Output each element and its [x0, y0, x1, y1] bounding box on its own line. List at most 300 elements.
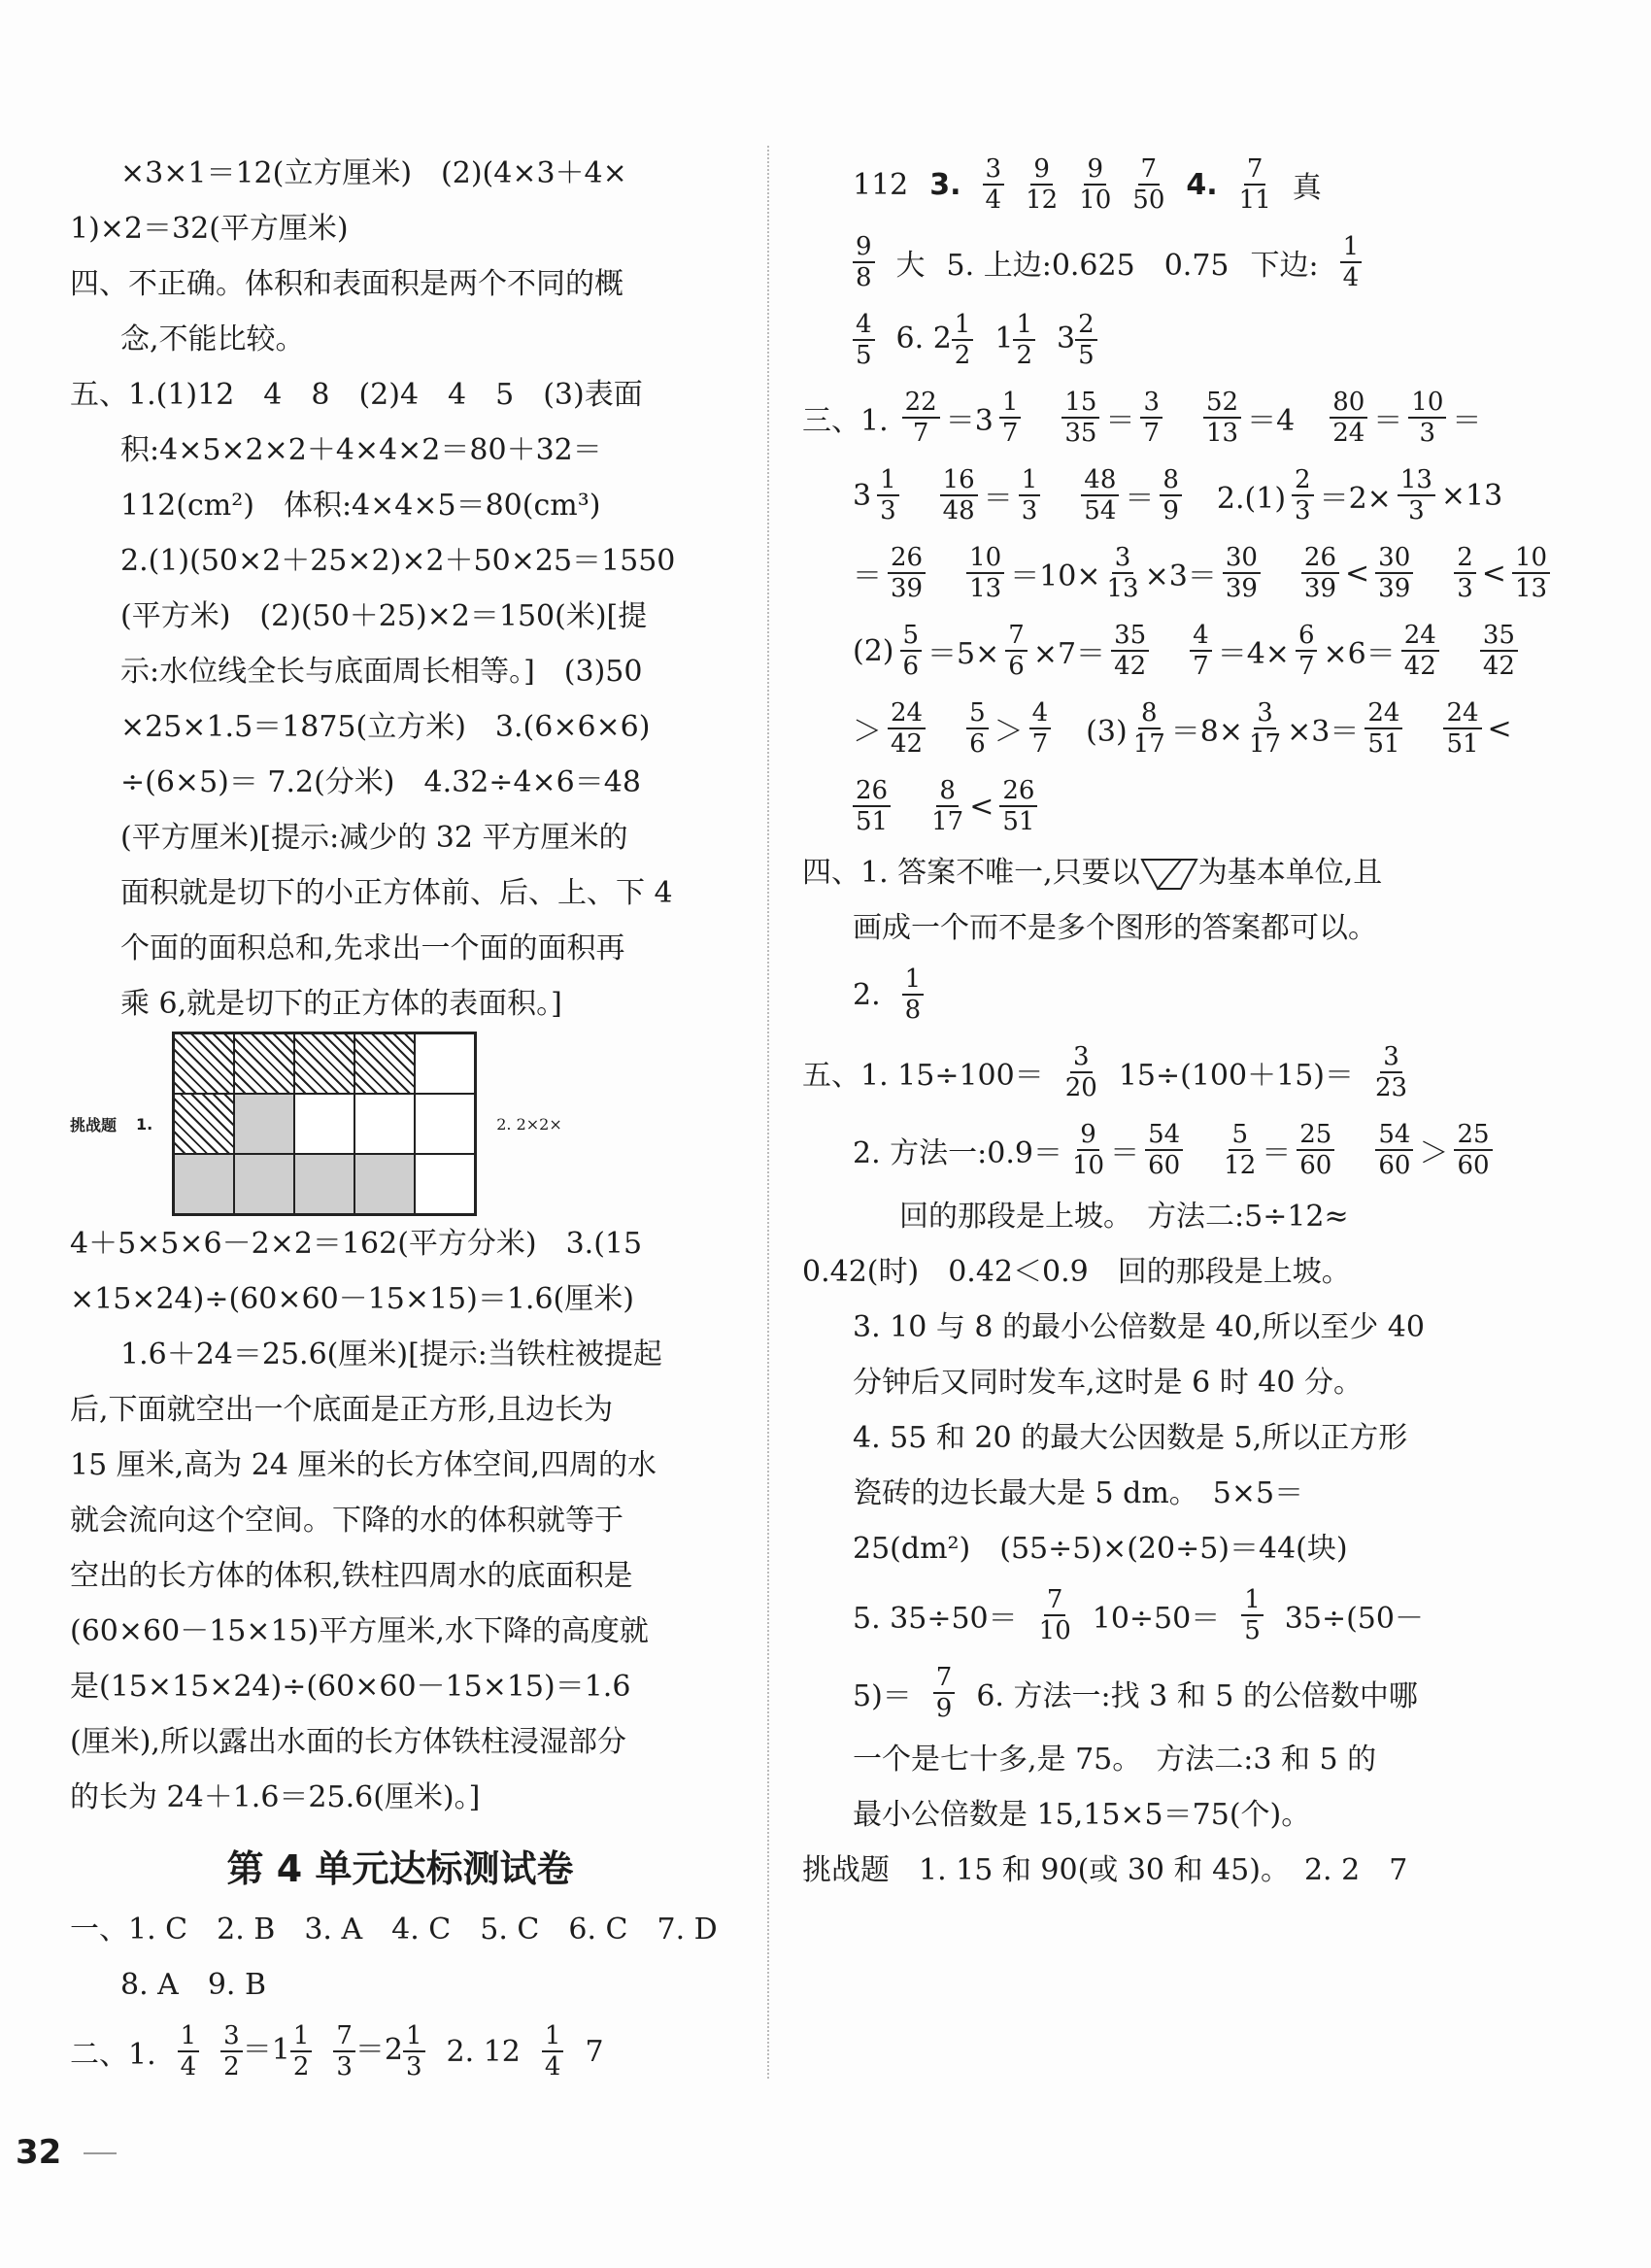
fraction — [853, 232, 875, 292]
numerator: 9 — [853, 232, 875, 263]
text-line: 画成一个而不是多个图形的答案都可以。 — [853, 911, 1377, 945]
numerator: 24 — [888, 698, 926, 729]
denominator: 60 — [1457, 1151, 1490, 1180]
math-text: ＝ — [1110, 1136, 1140, 1170]
text-line: ÷(6×5)＝ 7.2(分米) 4.32÷4×6＝48 — [120, 765, 641, 799]
math-text: ×7＝ — [1032, 637, 1106, 671]
numerator: 1 — [542, 2021, 564, 2052]
fraction — [1241, 1585, 1264, 1645]
denominator: 6 — [969, 729, 986, 759]
math-expr — [853, 465, 1502, 525]
text-line: 乘 6,就是切下的正方体的表面积。] — [120, 987, 562, 1021]
math-row — [802, 457, 1503, 534]
math-text — [1046, 474, 1075, 517]
text-line: ×25×1.5＝1875(立方米) 3.(6×6×6) — [120, 710, 651, 744]
text-line: 2.(1)(50×2＋25×2)×2＋50×25＝1550 — [120, 544, 676, 578]
fraction — [877, 465, 899, 525]
numerator: 15 — [1061, 388, 1099, 419]
fraction — [1039, 1585, 1071, 1645]
math-text: 6. 方法一:找 3 和 5 的公倍数中哪 — [976, 1679, 1418, 1713]
fraction — [1296, 621, 1318, 681]
fraction — [1132, 154, 1164, 215]
grid-figure — [172, 1032, 477, 1216]
numerator: 30 — [1375, 543, 1413, 574]
fraction — [1079, 154, 1111, 215]
math-text: < — [1481, 556, 1506, 591]
denominator: 39 — [1225, 574, 1258, 603]
denominator: 6 — [902, 652, 920, 681]
text-line: (60×60－15×15)平方厘米,水下降的高度就 — [70, 1614, 649, 1648]
fraction — [1145, 1120, 1183, 1180]
math-text: ×3＝ — [1287, 715, 1360, 749]
text-line: 分钟后又同时发车,这时是 6 时 40 分。 — [853, 1366, 1363, 1400]
denominator: 3 — [336, 2052, 353, 2082]
math-text — [1340, 1129, 1369, 1171]
math-expr — [902, 388, 1482, 448]
fraction — [966, 698, 989, 759]
challenge-continuation: 2. 2×2× — [496, 1114, 562, 1134]
math-text: ＝ — [1452, 404, 1482, 438]
fraction — [1340, 232, 1363, 292]
text-line: 示:水位线全长与底面周长相等。] (3)50 — [120, 655, 643, 689]
math-text — [1189, 1129, 1218, 1171]
math-text: 2.(1) — [1187, 482, 1287, 516]
fill-answers-row — [802, 301, 1463, 379]
math-text: ×3＝ — [1144, 559, 1217, 593]
numerator: 8 — [936, 776, 959, 807]
denominator: 54 — [1084, 496, 1117, 525]
fraction — [1408, 388, 1446, 448]
text-line: 的长为 24＋1.6＝25.6(厘米)。] — [70, 1780, 481, 1814]
denominator: 2 — [223, 2052, 240, 2082]
text-line: 四、不正确。体积和表面积是两个不同的概 — [70, 267, 623, 301]
group — [220, 2021, 312, 2082]
numerator: 9 — [1077, 1120, 1099, 1151]
math-text: 四、1. 答案不唯一,只要以 — [802, 856, 1140, 890]
numerator: 3 — [983, 154, 1005, 186]
math-row — [802, 690, 1512, 767]
grid-cell — [174, 1154, 234, 1214]
numerator: 7 — [933, 1663, 956, 1694]
right-column — [802, 146, 1548, 1898]
math-text — [1419, 552, 1448, 594]
numerator: 1 — [290, 2021, 313, 2052]
challenge-answers: 挑战题 1. 15 和 90(或 30 和 45)。 2. 2 7 — [802, 1853, 1408, 1887]
math-row — [802, 379, 1482, 457]
math-text — [1266, 552, 1296, 594]
math-text: 大 — [895, 249, 926, 283]
math-text: 5)＝ — [853, 1679, 912, 1713]
fraction — [1398, 465, 1435, 525]
fill-answers-row — [802, 146, 1463, 223]
text-line: 4＋5×5×6－2×2＝162(平方分米) 3.(15 — [70, 1227, 643, 1261]
text-line: 是(15×15×24)÷(60×60－15×15)＝1.6 — [70, 1670, 631, 1704]
denominator: 51 — [1367, 729, 1400, 759]
numerator: 26 — [999, 776, 1037, 807]
denominator: 3 — [1457, 574, 1473, 603]
numerator: 9 — [1030, 154, 1053, 186]
fraction — [1375, 1042, 1407, 1102]
grid-cell — [354, 1094, 415, 1154]
fraction — [888, 543, 926, 603]
numerator: 7 — [1138, 154, 1161, 186]
numerator: 24 — [1401, 621, 1439, 652]
text-line: 1)×2＝32(平方厘米) — [70, 212, 349, 246]
text-line: 112(cm²) 体积:4×4×5＝80(cm³) — [120, 489, 601, 523]
fraction — [931, 776, 963, 836]
numerator: 4 — [1190, 621, 1212, 652]
math-text: 3 — [853, 478, 872, 513]
numerator: 2 — [1292, 465, 1314, 496]
fraction — [1401, 621, 1439, 681]
denominator: 11 — [1238, 186, 1271, 215]
math-expr — [853, 698, 1512, 759]
numerator: 10 — [1408, 388, 1446, 419]
text-line: (厘米),所以露出水面的长方体铁柱浸湿部分 — [70, 1725, 626, 1759]
denominator: 42 — [1482, 652, 1515, 681]
numerator: 8 — [1160, 465, 1182, 496]
text-line — [802, 845, 1463, 900]
denominator: 8 — [904, 996, 922, 1025]
denominator: 12 — [1026, 186, 1059, 215]
math-text: ＝4× — [1217, 637, 1290, 671]
text-line: 1.6＋24＝25.6(厘米)[提示:当铁柱被提起 — [120, 1337, 662, 1371]
denominator: 7 — [912, 419, 929, 448]
fraction — [1013, 310, 1035, 370]
challenge-number: 1. — [136, 1114, 153, 1134]
label: 二、1. — [70, 2038, 156, 2072]
column-divider — [767, 146, 769, 2079]
fraction — [1133, 698, 1165, 759]
numerator: 35 — [1111, 621, 1149, 652]
math-expr — [853, 621, 1518, 681]
grid-cell — [294, 1033, 354, 1094]
numerator: 7 — [1005, 621, 1028, 652]
numerator: 26 — [1301, 543, 1339, 574]
numerator: 30 — [1223, 543, 1261, 574]
denominator: 60 — [1378, 1151, 1411, 1180]
denominator: 20 — [1064, 1073, 1097, 1102]
fill-answers — [70, 2013, 730, 2090]
group — [333, 2021, 424, 2082]
denominator: 7 — [1031, 729, 1049, 759]
numerator: 4 — [853, 310, 875, 341]
denominator: 39 — [1303, 574, 1337, 603]
denominator: 3 — [406, 2052, 422, 2082]
text-line: 面积就是切下的小正方体前、后、上、下 4 — [120, 876, 673, 910]
denominator: 48 — [942, 496, 975, 525]
math-text: 为基本单位,且 — [1197, 856, 1383, 890]
grid-cell — [354, 1154, 415, 1214]
math-text: 2. 12 — [446, 2034, 521, 2069]
fraction — [902, 965, 925, 1025]
denominator: 4 — [1342, 263, 1360, 292]
math-text — [931, 707, 960, 750]
denominator: 7 — [1143, 419, 1160, 448]
numerator: 25 — [1454, 1120, 1492, 1151]
math-text: ＞ — [994, 715, 1024, 749]
denominator: 7 — [1193, 652, 1209, 681]
denominator: 4 — [985, 186, 1002, 215]
math-expr — [1072, 1120, 1493, 1180]
numerator: 1 — [1241, 1585, 1264, 1616]
fraction — [1065, 1042, 1097, 1102]
fraction — [853, 776, 891, 836]
denominator: 13 — [1206, 419, 1239, 448]
denominator: 10 — [1079, 186, 1112, 215]
denominator: 13 — [1106, 574, 1139, 603]
denominator: 2 — [954, 341, 971, 370]
math-text — [1027, 396, 1056, 439]
math-text: ＝1 — [242, 2033, 290, 2067]
math-text: ＝4 — [1247, 404, 1325, 438]
group — [994, 310, 1035, 370]
grid-cell — [415, 1094, 475, 1154]
math-text: 真 — [1292, 171, 1322, 205]
page-number-dash — [84, 2152, 117, 2154]
fraction — [1301, 543, 1339, 603]
fraction — [1239, 154, 1271, 215]
fraction — [1075, 310, 1097, 370]
math-text: ＝2× — [1319, 482, 1392, 516]
fraction — [1005, 621, 1028, 681]
text-line: (平方米) (2)(50＋25)×2＝150(米)[提 — [120, 599, 648, 633]
text-line: 最小公倍数是 15,15×5＝75(个)。 — [853, 1798, 1311, 1832]
numerator: 35 — [1480, 621, 1518, 652]
fraction — [983, 154, 1005, 215]
numerator: 1 — [178, 2021, 200, 2052]
numerator: 9 — [1084, 154, 1106, 186]
math-row — [802, 1033, 1463, 1111]
numerator: 54 — [1375, 1120, 1413, 1151]
math-row — [802, 956, 1463, 1033]
math-text: ×13 — [1440, 478, 1503, 513]
numerator: 3 — [1380, 1042, 1402, 1073]
denominator: 51 — [1002, 807, 1035, 836]
fraction — [966, 543, 1004, 603]
math-text — [1168, 396, 1197, 439]
fraction — [1160, 465, 1182, 525]
math-expr — [853, 776, 1037, 836]
fraction — [933, 1663, 956, 1723]
fraction — [1365, 698, 1402, 759]
denominator: 3 — [880, 496, 896, 525]
text-line: ×3×1＝12(立方厘米) (2)(4×3＋4× — [120, 156, 627, 190]
fraction — [888, 698, 926, 759]
denominator: 42 — [891, 729, 924, 759]
numerator: 52 — [1203, 388, 1241, 419]
fraction — [1375, 1120, 1413, 1180]
fraction — [220, 2021, 243, 2082]
math-text: (2) — [853, 633, 894, 668]
numerator: 7 — [1244, 154, 1266, 186]
math-text: 1 — [994, 322, 1014, 355]
numerator: 6 — [1296, 621, 1318, 652]
text-line: 空出的长方体的体积,铁柱四周水的底面积是 — [70, 1559, 633, 1593]
denominator: 12 — [1224, 1151, 1257, 1180]
denominator: 13 — [969, 574, 1002, 603]
math-text — [896, 785, 926, 828]
math-text: 3 — [1056, 322, 1076, 355]
math-text: ＝ — [1373, 404, 1403, 438]
math-text: ＝ — [1105, 404, 1135, 438]
grid-cell — [415, 1033, 475, 1094]
fraction — [1107, 543, 1139, 603]
numerator: 1 — [1340, 232, 1363, 263]
numerator: 8 — [1138, 698, 1161, 729]
math-text — [1408, 707, 1437, 750]
fraction — [1019, 465, 1041, 525]
denominator: 3 — [1419, 419, 1436, 448]
fraction — [1072, 1120, 1104, 1180]
numerator: 3 — [1070, 1042, 1093, 1073]
fraction — [853, 310, 875, 370]
fraction — [1081, 465, 1119, 525]
math-text: ＝ — [853, 559, 882, 593]
fraction — [1330, 388, 1367, 448]
numerator: 5 — [1229, 1120, 1251, 1151]
math-row — [802, 1576, 1463, 1654]
numerator: 1 — [999, 388, 1022, 419]
denominator: 24 — [1332, 419, 1365, 448]
math-text: 五、1. 15÷100＝ — [802, 1059, 1044, 1093]
math-text: 6. 2 — [895, 322, 952, 355]
numerator: 22 — [902, 388, 940, 419]
numerator: 1 — [403, 2021, 425, 2052]
group — [896, 310, 974, 370]
numerator: 10 — [966, 543, 1004, 574]
math-text: 112 — [853, 167, 909, 202]
numerator: 26 — [853, 776, 891, 807]
label: 4. — [1186, 167, 1218, 202]
text-line: 0.42(时) 0.42＜0.9 回的那段是上坡。 — [802, 1255, 1351, 1289]
denominator: 60 — [1299, 1151, 1332, 1180]
denominator: 10 — [1071, 1151, 1105, 1180]
numerator: 4 — [1029, 698, 1052, 729]
fraction — [1223, 543, 1261, 603]
fraction — [403, 2021, 425, 2082]
group — [1057, 310, 1097, 370]
denominator: 42 — [1403, 652, 1436, 681]
fraction — [1140, 388, 1162, 448]
numerator: 24 — [1443, 698, 1481, 729]
math-text: 35÷(50－ — [1284, 1602, 1424, 1636]
text-line: 4. 55 和 20 的最大公因数是 5,所以正方形 — [853, 1421, 1408, 1455]
text-line: 就会流向这个空间。下降的水的体积就等于 — [70, 1504, 623, 1538]
denominator: 9 — [935, 1694, 953, 1723]
numerator: 1 — [1013, 310, 1035, 341]
numerator: 80 — [1330, 388, 1367, 419]
numerator: 1 — [902, 965, 925, 996]
math-text: 2. — [853, 977, 881, 1012]
denominator: 3 — [1408, 496, 1425, 525]
choice-answers: 一、1. C 2. B 3. A 4. C 5. C 6. C 7. D — [70, 1913, 718, 1946]
math-text: ＝ — [1262, 1136, 1292, 1170]
math-text: ×6＝ — [1323, 637, 1396, 671]
numerator: 3 — [1140, 388, 1162, 419]
math-text — [931, 552, 960, 594]
math-text: ＝5× — [927, 637, 1000, 671]
choice-answers: 8. A 9. B — [120, 1968, 267, 2002]
grid-cell — [354, 1033, 415, 1094]
math-text: < — [1487, 711, 1512, 746]
math-text: ＞ — [1419, 1136, 1449, 1170]
math-text: ＝8× — [1170, 715, 1244, 749]
grid-cell — [294, 1094, 354, 1154]
denominator: 9 — [1162, 496, 1179, 525]
numerator: 26 — [888, 543, 926, 574]
fraction — [1454, 543, 1476, 603]
math-text: 10÷50＝ — [1092, 1602, 1221, 1636]
denominator: 17 — [1249, 729, 1282, 759]
numerator: 1 — [1019, 465, 1041, 496]
fraction — [940, 465, 978, 525]
numerator: 7 — [1044, 1585, 1066, 1616]
fraction — [1512, 543, 1550, 603]
math-text: 下边: — [1250, 249, 1319, 283]
math-text: 2. 方法一:0.9＝ — [853, 1136, 1062, 1170]
denominator: 7 — [1297, 652, 1315, 681]
text-line: 积:4×5×2×2＋4×4×2＝80＋32＝ — [120, 433, 602, 467]
denominator: 5 — [856, 341, 872, 370]
fraction — [1029, 698, 1052, 759]
grid-cell — [415, 1154, 475, 1214]
text-line: 五、1.(1)12 4 8 (2)4 4 5 (3)表面 — [70, 378, 643, 412]
numerator: 2 — [1075, 310, 1097, 341]
fraction — [999, 388, 1022, 448]
fraction — [1026, 154, 1058, 215]
challenge-label: 挑战题 — [70, 1115, 118, 1134]
math-text — [1155, 629, 1184, 672]
fraction — [290, 2021, 313, 2082]
left-column — [70, 146, 730, 2090]
fraction — [1297, 1120, 1334, 1180]
text-line: 回的那段是上坡。 方法二:5÷12≈ — [899, 1200, 1349, 1234]
math-row — [802, 612, 1515, 690]
math-row — [802, 1111, 1490, 1189]
text-line: 15 厘米,高为 24 厘米的长方体空间,四周的水 — [70, 1448, 657, 1482]
numerator: 48 — [1081, 465, 1119, 496]
denominator: 51 — [856, 807, 889, 836]
text-line: (平方厘米)[提示:减少的 32 平方厘米的 — [120, 821, 628, 855]
fraction — [1061, 388, 1099, 448]
denominator: 35 — [1064, 419, 1097, 448]
grid-cell — [294, 1154, 354, 1214]
fraction — [1249, 698, 1281, 759]
numerator: 3 — [1254, 698, 1276, 729]
denominator: 8 — [856, 263, 872, 292]
denominator: 10 — [1038, 1616, 1071, 1645]
math-text: ＝ — [983, 482, 1013, 516]
numerator: 2 — [1454, 543, 1476, 574]
denominator: 2 — [292, 2052, 310, 2082]
numerator: 13 — [1398, 465, 1435, 496]
fraction — [1111, 621, 1149, 681]
math-expr — [853, 543, 1550, 603]
text-line: 一个是七十多,是 75。 方法二:3 和 5 的 — [853, 1743, 1377, 1777]
text-line: 念,不能比较。 — [120, 322, 305, 356]
math-text: ＝2 — [354, 2033, 403, 2067]
denominator: 17 — [1132, 729, 1165, 759]
numerator: 3 — [220, 2021, 243, 2052]
numerator: 5 — [900, 621, 923, 652]
fraction — [1292, 465, 1314, 525]
fraction — [1480, 621, 1518, 681]
math-text: 5. 上边:0.625 0.75 — [946, 249, 1230, 283]
grid-cell — [234, 1154, 294, 1214]
text-line: 个面的面积总和,先求出一个面的面积再 — [120, 931, 625, 965]
fraction — [1203, 388, 1241, 448]
